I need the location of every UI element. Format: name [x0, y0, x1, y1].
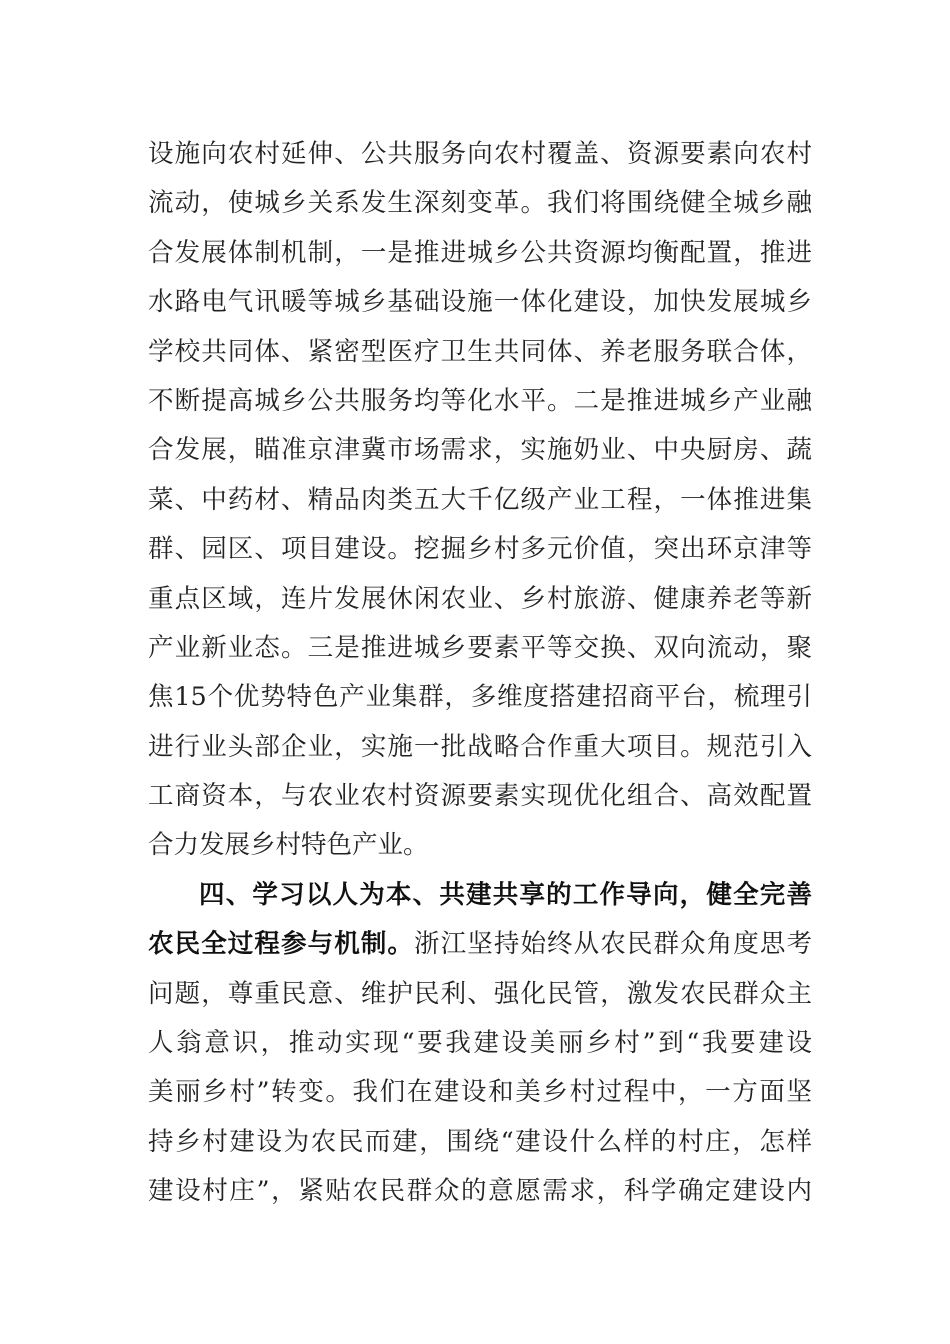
text-line — [148, 920, 812, 969]
text-span: 浙江坚持始终从农民群众角度思考 — [414, 929, 812, 960]
text-line: 水路电气讯暖等城乡基础设施一体化建设，加快发展城乡 — [148, 287, 812, 318]
section-heading-continuation: 农民全过程参与机制。 — [148, 929, 415, 960]
text-line: 重点区域，连片发展休闲农业、乡村旅游、健康养老等新 — [148, 583, 812, 614]
text-line: 焦15个优势特色产业集群，多维度搭建招商平台，梳理引 — [148, 682, 812, 713]
text-line: 学校共同体、紧密型医疗卫生共同体、养老服务联合体， — [148, 336, 812, 367]
text-line: 合发展体制机制，一是推进城乡公共资源均衡配置，推进 — [148, 237, 812, 268]
text-line: 美丽乡村”转变。我们在建设和美乡村过程中，一方面坚 — [148, 1077, 812, 1108]
text-line: 流动，使城乡关系发生深刻变革。我们将围绕健全城乡融 — [148, 188, 812, 219]
paragraph-continuation — [148, 130, 812, 871]
text-line: 工商资本，与农业农村资源要素实现优化组合、高效配置 — [148, 781, 812, 812]
text-line: 不断提高城乡公共服务均等化水平。二是推进城乡产业融 — [148, 385, 812, 416]
section-heading: 四、学习以人为本、共建共享的工作导向，健全完善 — [199, 879, 812, 910]
text-line: 设施向农村延伸、公共服务向农村覆盖、资源要素向农村 — [148, 139, 812, 169]
text-line: 产业新业态。三是推进城乡要素平等交换、双向流动，聚 — [148, 632, 812, 663]
text-line: 合发展，瞄准京津冀市场需求，实施奶业、中央厨房、蔬 — [148, 435, 812, 466]
text-line: 建设村庄”，紧贴农民群众的意愿需求，科学确定建设内 — [148, 1176, 812, 1207]
text-line: 持乡村建设为农民而建，围绕“建设什么样的村庄，怎样 — [148, 1126, 812, 1157]
text-line: 群、园区、项目建设。挖掘乡村多元价值，突出环京津等 — [148, 534, 812, 565]
section-four-paragraph — [148, 871, 812, 1217]
text-line: 进行业头部企业，实施一批战略合作重大项目。规范引入 — [148, 731, 812, 762]
document-body — [148, 130, 812, 1217]
text-line: 合力发展乡村特色产业。 — [148, 830, 429, 861]
text-line: 菜、中药材、精品肉类五大千亿级产业工程，一体推进集 — [148, 484, 812, 515]
text-line: 问题，尊重民意、维护民利、强化民管，激发农民群众主 — [148, 978, 812, 1009]
text-line: 人翁意识，推动实现“要我建设美丽乡村”到“我要建设 — [148, 1028, 812, 1059]
